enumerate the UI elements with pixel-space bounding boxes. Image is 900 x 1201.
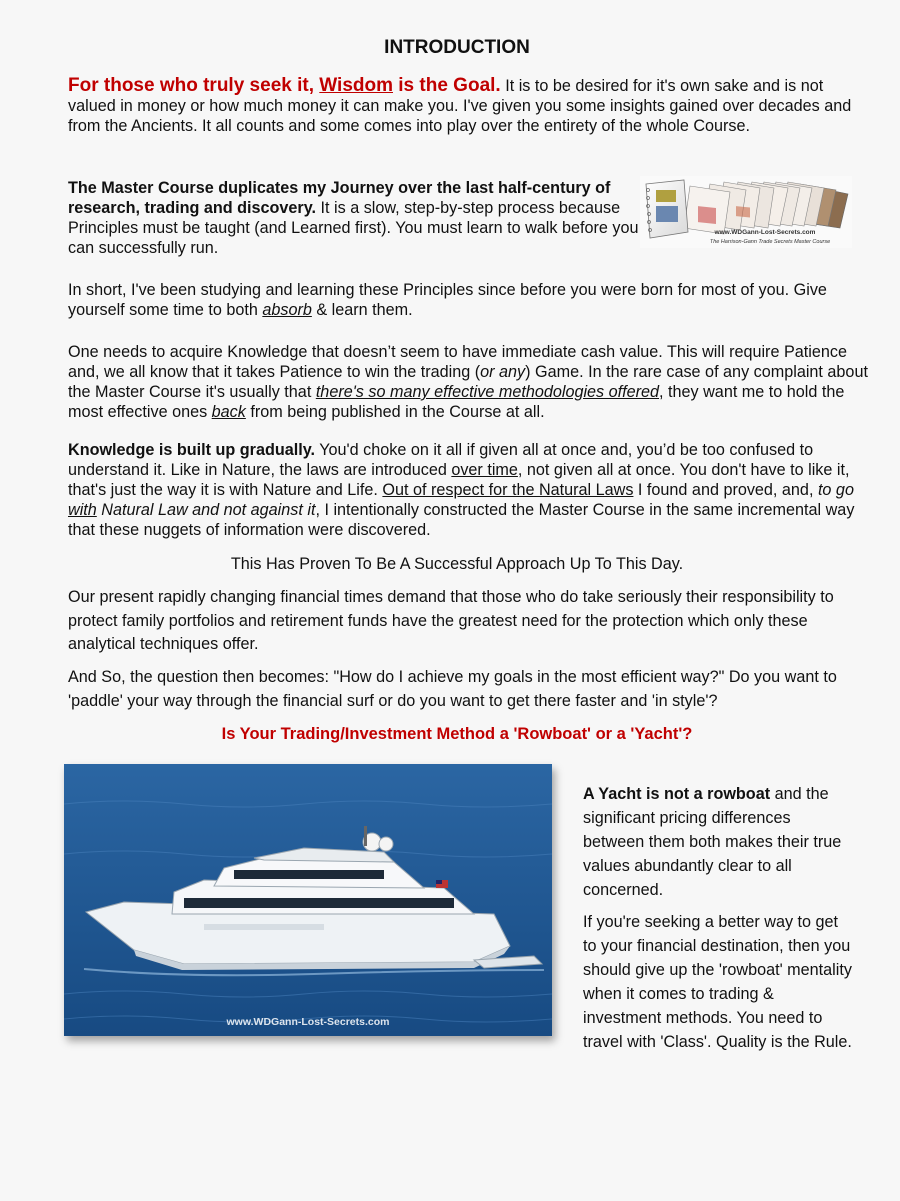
- yacht-photo: [64, 764, 552, 1036]
- paragraph-knowledge-patience: [68, 342, 880, 422]
- lead-wisdom-word: Wisdom: [319, 75, 393, 96]
- photo-watermark: www.WDGann-Lost-Secrets.com: [226, 1016, 390, 1028]
- course-url-text: www.WDGann-Lost-Secrets.com: [714, 229, 816, 236]
- paragraph-yacht-rowboat: [583, 782, 855, 902]
- yacht-illustration: [64, 764, 552, 1036]
- back-word: back: [211, 403, 246, 421]
- to-go-text: to go: [817, 481, 854, 499]
- section-subheading: Is Your Trading/Investment Method a 'Rowboat' or a 'Yacht'?: [221, 725, 693, 743]
- natural-laws-text: Out of respect for the Natural Laws: [382, 481, 634, 499]
- natural-law-text: Natural Law and not against it: [96, 501, 316, 519]
- paragraph-in-short: [68, 280, 858, 320]
- paragraph-text: It is a slow, step-by-step process because Principles must be taught (and Learned first). You must learn to walk before you can successfully run.: [68, 199, 639, 257]
- paragraph-text-mid2: I found and proved, and,: [633, 481, 818, 499]
- absorb-word: absorb: [262, 301, 312, 319]
- lead-red-a: For those who truly seek it,: [68, 75, 320, 96]
- paragraph-question: And So, the question then becomes: "How do I achieve my goals in the most efficient way?" Do you want to 'paddle' your way through the financial surf or do you want to get there faster and 'in style'?: [68, 668, 837, 710]
- course-books-image: [640, 176, 852, 248]
- paragraph-wisdom: [68, 76, 868, 136]
- paragraph-text-end: from being published in the Course at all.: [245, 403, 545, 421]
- paragraph-text-mid: , not given all at once. You don't have to like it, that's just the way it is with Nature and Life.: [68, 461, 850, 499]
- or-any-text: or any: [480, 363, 526, 381]
- bold-lead: Knowledge is built up gradually.: [68, 441, 316, 459]
- bold-lead: The Master Course duplicates my Journey over the last half-century of research, trading and discovery.: [68, 179, 611, 217]
- lead-red-b: is the Goal.: [393, 75, 501, 96]
- over-time-text: over time: [451, 461, 518, 479]
- paragraph-text-mid: ) Game. In the rare case of any complaint about the Master Course it's usually that: [68, 363, 868, 401]
- bold-lead: A Yacht is not a rowboat: [583, 785, 771, 803]
- centered-statement: This Has Proven To Be A Successful Approach Up To This Day.: [230, 555, 684, 573]
- paragraph-text-end: & learn them.: [311, 301, 413, 319]
- paragraph-master-course: [68, 178, 643, 258]
- paragraph-text: One needs to acquire Knowledge that doesn’t seem to have immediate cash value. This will require Patience and, we all know that it takes Patience to win the trading (: [68, 343, 847, 381]
- paragraph-text: It is to be desired for it's own sake and is not valued in money or how much money it can make you. I've given you some insights gained over decades and from the Ancients. It all counts and some comes into play over the entirety of the whole Course.: [68, 77, 852, 135]
- paragraph-knowledge-gradual: [68, 440, 880, 540]
- methodologies-text: there's so many effective methodologies offered: [315, 383, 660, 401]
- paragraph-financial-times: Our present rapidly changing financial times demand that those who do take seriously their responsibility to protect family portfolios and retirement funds have the greatest need for the protection which only these analytical techniques offer.: [68, 588, 834, 653]
- page-title: INTRODUCTION: [384, 37, 530, 58]
- with-word: with: [68, 501, 97, 519]
- course-caption: The Harrison-Gann Trade Secrets Master Course: [709, 239, 831, 245]
- paragraph-text: and the significant pricing differences between them both makes their true values abundantly clear to all concerned.: [583, 785, 842, 899]
- paragraph-text: In short, I've been studying and learning these Principles since before you were born for most of you. Give yourself some time to both: [68, 281, 827, 319]
- paragraph-text: You'd choke on it all if given all at once and, you’d be too confused to understand it. Like in Nature, the laws are introduced: [68, 441, 814, 479]
- paragraph-text-mid2: , they want me to hold the most effective ones: [68, 383, 845, 421]
- paragraph-text-end: , I intentionally constructed the Master Course in the same incremental way that these nuggets of information were discovered.: [68, 501, 855, 539]
- paragraph-class: If you're seeking a better way to get to your financial destination, then you should give up the 'rowboat' mentality when it comes to trading & investment methods. You need to travel with 'Class'. Quality is the Rule.: [583, 913, 852, 1051]
